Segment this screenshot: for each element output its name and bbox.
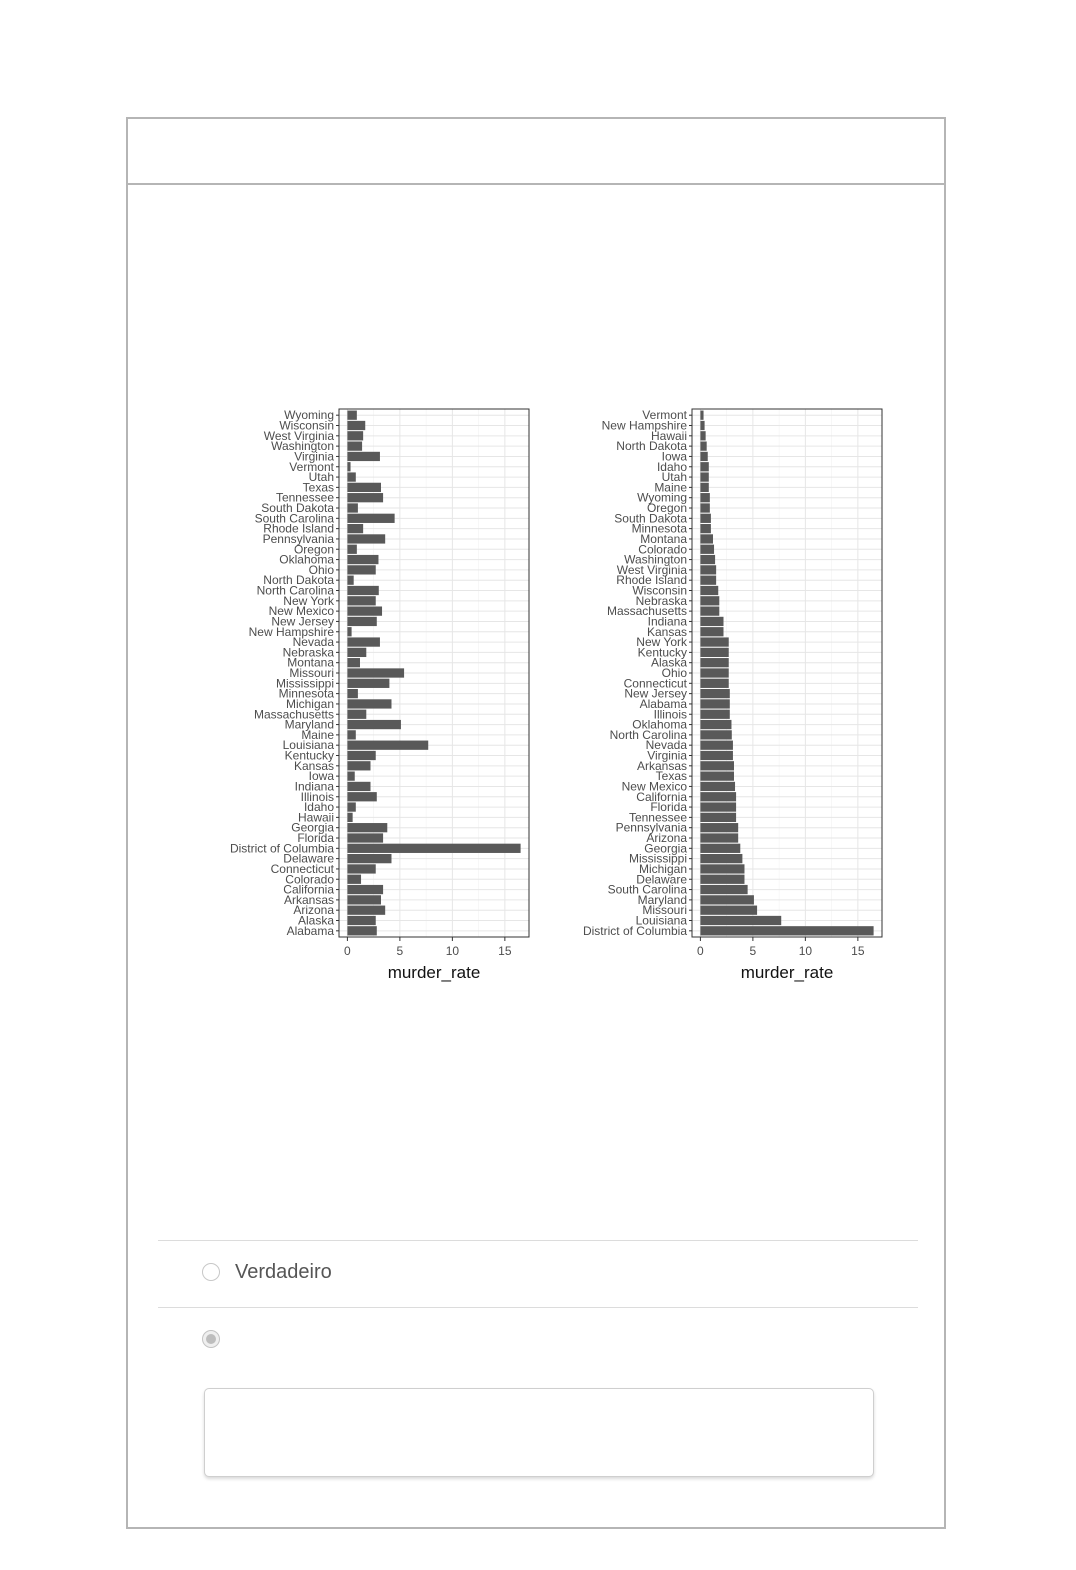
bar <box>700 637 728 646</box>
bar <box>700 916 781 925</box>
y-tick-label: New York <box>283 593 334 608</box>
bar <box>347 637 380 646</box>
bar <box>700 545 714 554</box>
y-tick-label: Mississippi <box>628 851 687 866</box>
bar <box>347 771 354 780</box>
bar <box>700 452 707 461</box>
x-tick-label: 15 <box>498 944 512 958</box>
y-tick-label: New Mexico <box>268 604 334 619</box>
y-tick-label: Hawaii <box>650 428 687 443</box>
bar <box>700 833 738 842</box>
bar <box>347 833 383 842</box>
option-verdadeiro[interactable] <box>202 1257 332 1287</box>
bar <box>347 524 363 533</box>
bar <box>347 493 383 502</box>
y-tick-label: Delaware <box>283 851 334 866</box>
y-tick-label: South Dakota <box>614 511 687 526</box>
y-tick-label: District of Columbia <box>229 841 334 856</box>
y-tick-label: Mississippi <box>275 676 334 691</box>
bar <box>700 586 718 595</box>
bar <box>347 679 389 688</box>
y-tick-label: North Dakota <box>616 439 687 454</box>
bar <box>700 864 744 873</box>
bar <box>347 823 387 832</box>
answer-textbox[interactable] <box>204 1388 874 1477</box>
chart-panel-1 <box>230 408 529 982</box>
bar <box>700 606 719 615</box>
y-tick-label: Idaho <box>303 800 334 815</box>
bar <box>700 802 736 811</box>
y-tick-label: Louisiana <box>635 913 687 928</box>
bar <box>347 503 357 512</box>
y-tick-label: Maryland <box>637 892 687 907</box>
bar <box>347 596 375 605</box>
bar <box>700 421 704 430</box>
y-tick-label: Wisconsin <box>632 583 687 598</box>
y-tick-label: Montana <box>640 531 687 546</box>
y-tick-label: Ohio <box>661 666 687 680</box>
y-tick-label: West Virginia <box>263 428 334 443</box>
y-tick-label: Pennsylvania <box>615 820 687 835</box>
y-tick-label: Pennsylvania <box>262 531 334 546</box>
bar <box>347 689 357 698</box>
y-tick-label: Vermont <box>289 459 334 474</box>
y-tick-label: Alaska <box>297 913 334 928</box>
y-tick-label: Arkansas <box>636 758 687 773</box>
y-tick-label: Maryland <box>284 717 334 732</box>
bar <box>700 411 703 420</box>
bar <box>347 854 391 863</box>
bar <box>700 699 729 708</box>
bar <box>347 627 351 636</box>
y-tick-label: Vermont <box>642 408 687 423</box>
y-tick-label: Virginia <box>647 748 687 763</box>
bar <box>347 730 355 739</box>
bar <box>700 875 744 884</box>
bar <box>347 699 391 708</box>
bar <box>347 545 356 554</box>
bar <box>347 864 375 873</box>
bar <box>700 555 715 564</box>
x-tick-label: 10 <box>445 944 460 958</box>
bar <box>700 926 873 935</box>
y-tick-label: Indiana <box>647 614 687 629</box>
radio-other-selected[interactable] <box>202 1330 220 1348</box>
bar <box>700 741 733 750</box>
y-tick-label: Hawaii <box>297 810 334 825</box>
bar <box>347 782 370 791</box>
y-tick-label: Maine <box>301 727 334 742</box>
y-tick-label: Iowa <box>661 449 687 464</box>
bar <box>700 503 709 512</box>
y-tick-label: Massachusetts <box>253 707 334 722</box>
y-tick-label: Maine <box>654 480 687 495</box>
y-tick-label: Michigan <box>638 861 687 876</box>
y-tick-label: Illinois <box>300 789 334 804</box>
y-tick-label: Nebraska <box>635 593 687 608</box>
y-tick-label: Utah <box>661 470 687 485</box>
y-tick-label: Texas <box>302 480 334 495</box>
y-tick-label: Oregon <box>646 501 687 515</box>
bar <box>700 885 747 894</box>
y-tick-label: Wyoming <box>637 490 687 505</box>
bar <box>700 472 708 481</box>
y-tick-label: South Dakota <box>261 501 334 515</box>
y-tick-label: Arizona <box>646 831 687 845</box>
y-tick-label: Georgia <box>291 820 334 835</box>
y-tick-label: Ohio <box>308 562 334 577</box>
radio-verdadeiro[interactable] <box>202 1263 220 1281</box>
bar <box>700 771 734 780</box>
bar <box>700 648 728 657</box>
bar <box>347 514 394 523</box>
x-axis-title: murder_rate <box>740 963 834 982</box>
y-tick-label: Connecticut <box>270 861 334 876</box>
y-tick-label: District of Columbia <box>582 923 687 938</box>
bar <box>347 462 350 471</box>
y-tick-label: Alaska <box>650 655 687 670</box>
y-tick-label: Oklahoma <box>632 717 687 732</box>
bar <box>700 627 723 636</box>
y-tick-label: Nevada <box>292 635 334 650</box>
bar <box>347 895 381 904</box>
y-tick-label: Kentucky <box>284 748 334 763</box>
bar <box>347 576 353 585</box>
bar <box>700 906 757 915</box>
y-tick-label: Florida <box>650 800 687 815</box>
y-tick-label: California <box>636 789 687 804</box>
x-tick-label: 15 <box>851 944 865 958</box>
y-tick-label: New Jersey <box>271 614 334 629</box>
bar <box>700 689 729 698</box>
bar <box>347 751 375 760</box>
x-tick-label: 5 <box>396 944 404 958</box>
y-tick-label: Oregon <box>293 542 334 557</box>
y-tick-label: New York <box>636 635 687 650</box>
bar <box>700 596 719 605</box>
y-tick-label: New Mexico <box>621 779 687 794</box>
y-tick-label: Iowa <box>308 769 334 784</box>
bar <box>347 844 520 853</box>
y-tick-label: Kansas <box>646 624 687 639</box>
y-tick-label: Wyoming <box>284 408 334 423</box>
bar <box>700 813 736 822</box>
y-tick-label: New Hampshire <box>248 624 334 639</box>
bar-charts <box>128 119 946 1019</box>
bar <box>347 658 360 667</box>
bar <box>700 720 731 729</box>
y-tick-label: Colorado <box>285 872 334 887</box>
bar <box>700 658 728 667</box>
y-tick-label: Virginia <box>294 449 334 464</box>
bar <box>347 875 361 884</box>
y-tick-label: Georgia <box>644 841 687 856</box>
bar <box>700 462 708 471</box>
bar <box>347 606 382 615</box>
bar <box>700 576 716 585</box>
bar <box>347 452 380 461</box>
bar <box>700 493 709 502</box>
option-other[interactable] <box>202 1324 235 1354</box>
bar <box>347 926 376 935</box>
bar <box>347 648 366 657</box>
x-tick-label: 10 <box>798 944 813 958</box>
y-tick-label: California <box>283 882 334 897</box>
option-label: Verdadeiro <box>235 1260 332 1283</box>
bar <box>700 534 713 543</box>
bar <box>347 802 355 811</box>
bar <box>347 668 404 677</box>
bar <box>700 617 723 626</box>
y-tick-label: Wisconsin <box>279 418 334 433</box>
bar <box>700 823 738 832</box>
y-tick-label: Florida <box>297 831 334 845</box>
y-tick-label: Idaho <box>656 459 687 474</box>
question-card <box>126 117 946 1529</box>
bar <box>347 534 385 543</box>
bar <box>347 431 363 440</box>
bar <box>347 555 378 564</box>
y-tick-label: Tennessee <box>628 810 687 825</box>
y-tick-label: Arkansas <box>283 892 334 907</box>
bar <box>347 565 375 574</box>
y-tick-label: Washington <box>624 552 687 567</box>
bar <box>700 761 734 770</box>
y-tick-label: Oklahoma <box>279 552 334 567</box>
y-tick-label: West Virginia <box>616 562 687 577</box>
y-tick-label: Washington <box>271 439 334 454</box>
y-tick-label: Montana <box>287 655 334 670</box>
bar <box>700 565 716 574</box>
bar <box>700 668 728 677</box>
bar <box>347 617 376 626</box>
bar <box>700 730 731 739</box>
bar <box>347 586 378 595</box>
y-tick-label: Tennessee <box>275 490 334 505</box>
y-tick-label: Texas <box>655 769 687 784</box>
bar <box>347 885 383 894</box>
bar <box>347 710 366 719</box>
y-tick-label: Utah <box>308 470 334 485</box>
y-tick-label: Arizona <box>293 903 334 918</box>
bar <box>700 751 733 760</box>
option-separator <box>158 1307 918 1308</box>
y-tick-label: Colorado <box>638 542 687 557</box>
y-tick-label: Connecticut <box>623 676 687 691</box>
option-separator <box>158 1240 918 1241</box>
bar <box>700 441 706 450</box>
bar <box>347 472 355 481</box>
bar <box>700 483 708 492</box>
bar <box>347 441 362 450</box>
bar <box>700 844 740 853</box>
y-tick-label: Rhode Island <box>263 521 334 536</box>
y-tick-label: Missouri <box>289 666 334 680</box>
bar <box>347 792 376 801</box>
y-tick-label: Minnesota <box>631 521 687 536</box>
bar <box>700 431 705 440</box>
x-axis-title: murder_rate <box>387 963 481 982</box>
y-tick-label: New Hampshire <box>601 418 687 433</box>
bar <box>700 514 710 523</box>
y-tick-label: Louisiana <box>282 738 334 753</box>
bar <box>700 524 710 533</box>
chart-panel-2 <box>583 408 882 982</box>
x-tick-label: 0 <box>344 944 351 958</box>
bar <box>347 813 352 822</box>
x-tick-label: 5 <box>749 944 757 958</box>
bar <box>347 483 381 492</box>
bar <box>347 741 428 750</box>
y-tick-label: North Dakota <box>263 573 334 588</box>
y-tick-label: North Carolina <box>609 727 687 742</box>
bar <box>347 916 375 925</box>
bar <box>347 906 385 915</box>
bar <box>700 792 736 801</box>
bar <box>700 895 754 904</box>
bar <box>347 761 370 770</box>
bar <box>347 411 356 420</box>
bar <box>700 782 735 791</box>
y-tick-label: New Jersey <box>624 686 687 701</box>
y-tick-label: Nebraska <box>282 645 334 660</box>
y-tick-label: Kansas <box>293 758 334 773</box>
y-tick-label: South Carolina <box>607 882 687 897</box>
y-tick-label: Missouri <box>642 903 687 918</box>
y-tick-label: North Carolina <box>256 583 334 598</box>
y-tick-label: Minnesota <box>278 686 334 701</box>
bar <box>347 421 365 430</box>
y-tick-label: Michigan <box>285 696 334 711</box>
bar <box>700 854 742 863</box>
y-tick-label: Rhode Island <box>616 573 687 588</box>
bar <box>347 720 401 729</box>
y-tick-label: Alabama <box>639 696 687 711</box>
bar <box>700 679 728 688</box>
y-tick-label: South Carolina <box>254 511 334 526</box>
y-tick-label: Nevada <box>645 738 687 753</box>
y-tick-label: Kentucky <box>637 645 687 660</box>
y-tick-label: Delaware <box>636 872 687 887</box>
y-tick-label: Alabama <box>286 923 334 938</box>
bar <box>700 710 729 719</box>
y-tick-label: Indiana <box>294 779 334 794</box>
x-tick-label: 0 <box>697 944 704 958</box>
y-tick-label: Illinois <box>653 707 687 722</box>
y-tick-label: Massachusetts <box>606 604 687 619</box>
